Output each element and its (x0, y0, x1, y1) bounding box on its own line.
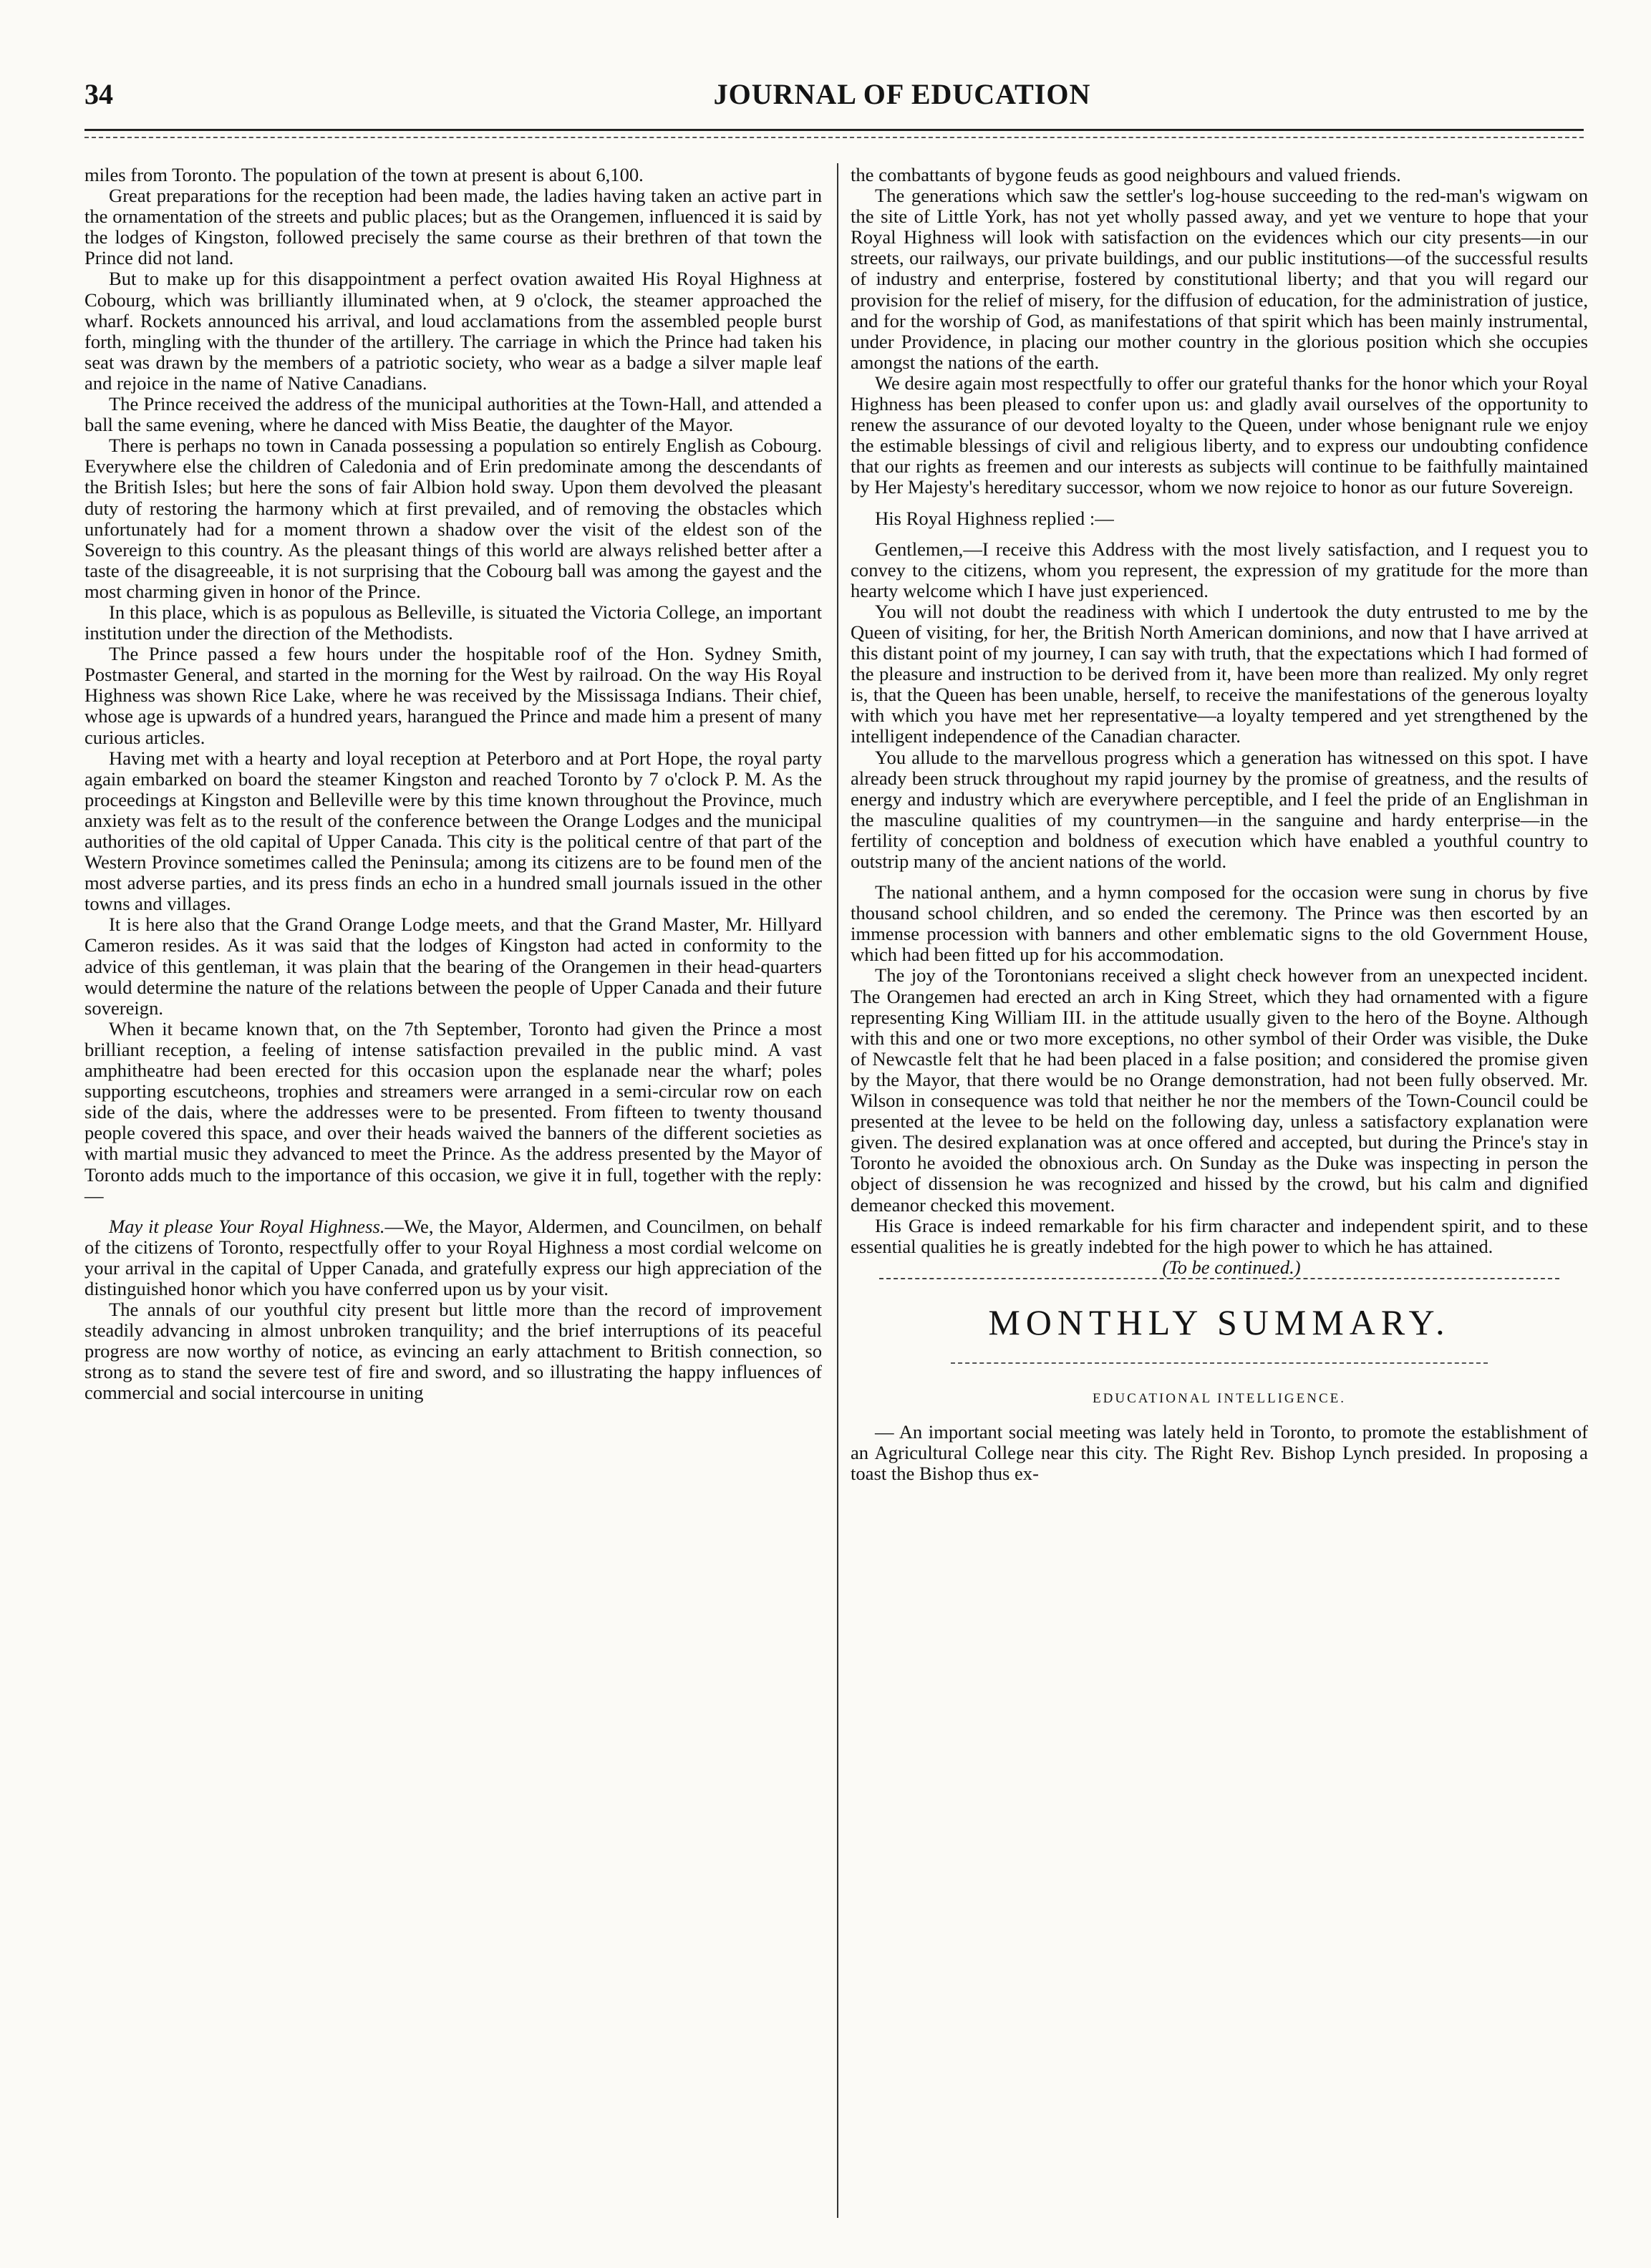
paragraph: The national anthem, and a hymn composed for the occasion were sung in chorus by five thousand school children, and so ended the ceremony. The Prince was then escorted by an immense procession with banners and other emblematic signs to the old Government House, which had been fitted up for his accommodation. (851, 881, 1588, 966)
paragraph: Having met with a hearty and loyal reception at Peterboro and at Port Hope, the royal party again embarked on board the steamer Kingston and reached Toronto by 7 o'clock P. M. As the proceedings at Kingston and Belleville were by this time known throughout the Province, much anxiety was felt as to the result of the conference between the Orange Lodges and the municipal authorities of the old capital of Upper Canada. This city is the political centre of that part of the Western Province sometimes called the Peninsula; among its citizens are to be found men of the most adverse parties, and its press finds an echo in a hundred small journals issued in the other towns and villages. (84, 747, 822, 915)
address-paragraph (84, 1216, 822, 1299)
section-rule (879, 1278, 1559, 1279)
paragraph: The generations which saw the settler's log-house succeeding to the red-man's wigwam on the site of Little York, has not yet wholly passed away, and yet we venture to hope that your Royal Highness will look with satisfaction on the evidences which our city presents—in our streets, our railways, our private buildings, and our public institutions—of the successful results of industry and enterprise, fostered by constitutional liberty; and that you will regard our provision for the relief of misery, for the diffusion of education, for the administration of justice, and for the worship of God, as manifestations of that spirit which has been mainly instrumental, under Providence, in placing our mother country in the glorious position which she occupies amongst the nations of the earth. (851, 185, 1588, 373)
paragraph: miles from Toronto. The population of the town at present is about 6,100. (84, 164, 644, 185)
paragraph: There is perhaps no town in Canada possessing a population so entirely English as Cobourg. Everywhere else the children of Caledonia and of Erin predominate among the descendants of the British Isles; but here the sons of fair Albion hold sway. Upon them devolved the pleasant duty of restoring the harmony which at first prevailed, and of removing the obstacles which unfortunately had for a moment thrown a shadow over the visit of the eldest son of the Sovereign to this country. As the pleasant things of this world are always relished better after a taste of the disagreeable, it is not surprising that the Cobourg ball was among the gayest and the most charming given in honor of the Prince. (84, 435, 822, 602)
right-column (851, 165, 1588, 1484)
monthly-summary-title: MONTHLY SUMMARY. (988, 1302, 1451, 1342)
continued-note: (To be continued.) (1162, 1256, 1301, 1278)
header-rule (84, 129, 1584, 138)
reply-paragraph: You will not doubt the readiness with which I undertook the duty entrusted to me by the Queen of visiting, for her, the British North American dominions, and now that I have arrived at this distant point of my journey, I can say with truth, that the expectations which I had formed of the pleasure and instruction to be derived from it, have been more than realized. My only regret is, that the Queen has been unable, herself, to receive the manifestations of the generous loyalty with which you have met her representative—a loyalty tempered and yet strengthened by the intelligent independence of the Canadian character. (851, 600, 1588, 747)
paragraph: the combattants of bygone feuds as good neighbours and valued friends. (851, 164, 1401, 185)
left-column (84, 165, 822, 1404)
paragraph: In this place, which is as populous as Belleville, is situated the Victoria College, an important institution under the direction of the Methodists. (84, 601, 822, 644)
page-number: 34 (84, 78, 113, 110)
paragraph: The Prince received the address of the municipal authorities at the Town-Hall, and attended a ball the same evening, where he danced with Miss Beatie, the daughter of the Mayor. (84, 393, 822, 436)
reply-paragraph: Gentlemen,—I receive this Address with the most lively satisfaction, and I request you to convey to the citizens, whom you represent, the expression of my gratitude for the more than hearty welcome which I have just experienced. (851, 538, 1588, 601)
summary-rule (951, 1362, 1488, 1364)
address-body: —We, the Mayor, Aldermen, and Councilmen, on behalf of the citizens of Toronto, respectfully offer to your Royal Highness a most cordial welcome on your arrival in the capital of Upper Canada, and gratefully express our high appreciation of the distinguished honor which you have conferred upon us by your visit. (84, 1215, 823, 1299)
paragraph: His Grace is indeed remarkable for his firm character and independent spirit, and to these essential qualities he is greatly indebted for the high power to which he has attained. (851, 1214, 1588, 1257)
address-salutation: May it please Your Royal Highness. (109, 1215, 385, 1237)
section-heading: EDUCATIONAL INTELLIGENCE. (1093, 1390, 1346, 1406)
reply-paragraph: You allude to the marvellous progress which a generation has witnessed on this spot. I have already been struck throughout my rapid journey by the promise of greatness, and the results of energy and industry which are everywhere perceptible, and I feel the pride of an Englishman in the masculine qualities of my countrymen—in the sanguine and hardy enterprise—in the fertility of conception and boldness of execution which have enabled a youthful country to outstrip many of the ancient nations of the world. (851, 746, 1588, 872)
summary-paragraph: — An important social meeting was lately held in Toronto, to promote the establishment of an Agricultural College near this city. The Right Rev. Bishop Lynch presided. In proposing a toast the Bishop thus ex- (851, 1420, 1588, 1485)
paragraph: We desire again most respectfully to offer our grateful thanks for the honor which your Royal Highness has been pleased to confer upon us: and gladly avail ourselves of the opportunity to renew the assurance of our devoted loyalty to the Queen, under whose benignant rule we enjoy the estimable blessings of civil and religious liberty, and to express our undoubting confidence that our rights as freemen and our interests as subjects will continue to be faithfully maintained by Her Majesty's hereditary successor, whom we now rejoice to honor as our future Sovereign. (851, 372, 1588, 498)
paragraph: When it became known that, on the 7th September, Toronto had given the Prince a most brilliant reception, a feeling of intense satisfaction prevailed in the public mind. A vast amphitheatre had been erected for this occasion upon the esplanade near the wharf; poles supporting escutcheons, trophies and streamers were arranged in a semi-circular row on each side of the dais, where the addresses were to be presented. From fifteen to twenty thousand people covered this space, and over their heads waived the banners of the different societies as with martial music they advanced to meet the Prince. As the address presented by the Mayor of Toronto adds much to the importance of this occasion, we give it in full, together with the reply:— (84, 1017, 822, 1206)
paragraph: Great preparations for the reception had been made, the ladies having taken an active part in the ornamentation of the streets and public places; but as the Orangemen, influenced it is said by the lodges of Kingston, followed precisely the same course as their brethren of that town the Prince did not land. (84, 185, 822, 269)
column-divider (837, 163, 838, 2218)
paragraph: The annals of our youthful city present but little more than the record of improvement steadily advancing in almost unbroken tranquility; and the brief interruptions of its peaceful progress are now worthy of notice, as evincing an early attachment to British connection, so strong as to stand the severe test of fire and sword, and so illustrating the happy influences of commercial and social intercourse in uniting (84, 1299, 822, 1404)
paragraph: But to make up for this disappointment a perfect ovation awaited His Royal Highness at Cobourg, which was brilliantly illuminated when, at 9 o'clock, the steamer approached the wharf. Rockets announced his arrival, and loud acclamations from the assembled people burst forth, mingling with the thunder of the artillery. The carriage in which the Prince had taken his seat was drawn by the members of a patriotic society, who wear as a badge a silver maple leaf and rejoice in the name of Native Canadians. (84, 268, 822, 394)
paragraph: The joy of the Torontonians received a slight check however from an unexpected incident. The Orangemen had erected an arch in King Street, which they had ornamented with a figure representing King William III. in the attitude usually given to the hero of the Boyne. Although with this and one or two more exceptions, no other symbol of their Order was visible, the Duke of Newcastle felt that he had been placed in a false position; and considered the promise given by the Mayor, that there would be no Orange demonstration, had not been fully observed. Mr. Wilson in consequence was told that neither he nor the members of the Town-Council could be presented at the levee to be held on the following day, unless a satisfactory explanation were given. The desired explanation was at once offered and accepted, but during the Prince's stay in Toronto he avoided the obnoxious arch. On Sunday as the Duke was inspecting in person the object of dissension he was recognized and hissed by the crowd, but his calm and dignified demeanor checked this movement. (851, 964, 1588, 1216)
paragraph: The Prince passed a few hours under the hospitable roof of the Hon. Sydney Smith, Postmaster General, and started in the morning for the West by railroad. On the way His Royal Highness was shown Rice Lake, where he was received by the Mississaga Indians. Their chief, whose age is upwards of a hundred years, harangued the Prince and made him a present of many curious articles. (84, 643, 822, 748)
paragraph: It is here also that the Grand Orange Lodge meets, and that the Grand Master, Mr. Hillyard Cameron resides. As it was said that the lodges of Kingston had acted in conformity to the advice of this gentleman, it was plain that the bearing of the Orangemen in their head-quarters would determine the nature of the relations between the people of Upper Canada and their future sovereign. (84, 914, 822, 1019)
reply-intro: His Royal Highness replied :— (875, 507, 1114, 529)
journal-title: JOURNAL OF EDUCATION (713, 78, 1091, 110)
